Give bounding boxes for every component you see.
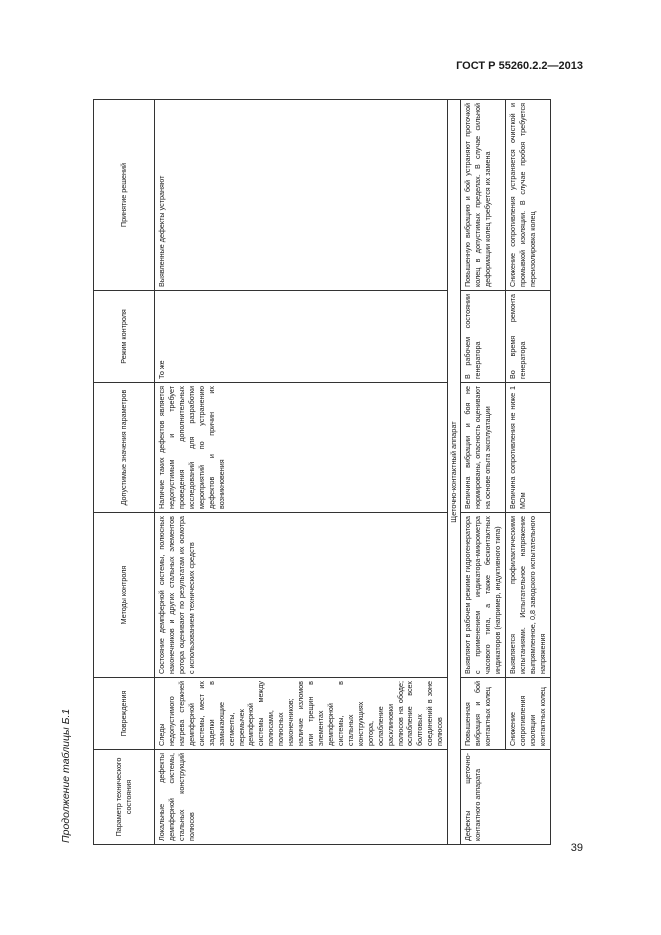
cell-method: Выявляется профилактическими испытаниями. Испытательное напряжение выпрямленное, 0,8 заводского испытательного напряжения — [506, 513, 551, 678]
cell-decision: Выявленные дефекты устраняют — [155, 100, 448, 291]
cell-decision: Повышенную вибрацию и бой устраняют проточкой колец в допустимых пределах. В случае сильной деформации колец требуется их замена — [461, 100, 506, 291]
rotated-table-block — [60, 100, 547, 845]
section-row — [448, 100, 461, 845]
cell-allowed: Величина вибрации и боя не нормированы, опасность оценивают на основе опыта эксплуатации — [461, 383, 506, 513]
table-row — [461, 100, 506, 845]
cell-mode: То же — [155, 291, 448, 383]
defects-table — [93, 99, 551, 845]
header-mode: Режим контроля — [94, 291, 155, 383]
cell-param: Локальные дефекты демпферной системы, стальных конструкций полюсов — [155, 750, 448, 845]
section-title: Щеточно-контактный аппарат — [448, 100, 461, 845]
header-param: Параметр технического состояния — [94, 750, 155, 845]
cell-method: Выявляют в рабочем режиме гидрогенератора с применением индикатора-микрометра часового типа, а также бесконтактных индикаторов (например, индуктивного типа) — [461, 513, 506, 678]
cell-param: Дефекты щеточно-контактного аппарата — [461, 750, 551, 845]
cell-mode: В рабочем состоянии генератора — [461, 291, 506, 383]
header-method: Методы контроля — [94, 513, 155, 678]
cell-method: Состояние демпферной системы, полюсных наконечников и других стальных элементов ротора оценивают по результатам их осмотра с использованием технических средств — [155, 513, 448, 678]
table-row — [506, 100, 551, 845]
header-damage: Повреждения — [94, 678, 155, 750]
cell-allowed: Величина сопротивления не ниже 1 МОм — [506, 383, 551, 513]
table-header-row — [94, 100, 155, 845]
cell-damage: Следы недопустимого нагрева стержней демпферной системы, мест их заделки в замыкающие сегменты, перемычек демпферной системы между полюсами, полюсных наконечников; наличие изломов или трещин в элементах демпферной системы, в стальных конструкциях ротора, ослабление расклиновки полюсов на ободе; ослабление всех болтовых соединений в зоне полюсов — [155, 678, 448, 750]
page-header: ГОСТ Р 55260.2.2—2013 — [456, 60, 583, 72]
table-row — [155, 100, 448, 845]
page-number: 39 — [570, 842, 583, 854]
cell-damage: Повышенная вибрация и бой контактных колец — [461, 678, 506, 750]
cell-decision: Снижение сопротивления устраняется очисткой и промывкой изоляции. В случае пробоя требуется переизолировка колец — [506, 100, 551, 291]
header-decision: Принятие решений — [94, 100, 155, 291]
cell-mode: Во время ремонта генератора — [506, 291, 551, 383]
table-caption: Продолжение таблицы Б.1 — [60, 708, 72, 843]
header-allowed: Допустимые значения параметров — [94, 383, 155, 513]
cell-damage: Снижение сопротивления изоляции контактных колец — [506, 678, 551, 750]
cell-allowed: Наличие таких дефектов является недопустимым и требует проведения дополнительных исследований для разработки мероприятий по устранению дефектов и причин их возникновения — [155, 383, 448, 513]
